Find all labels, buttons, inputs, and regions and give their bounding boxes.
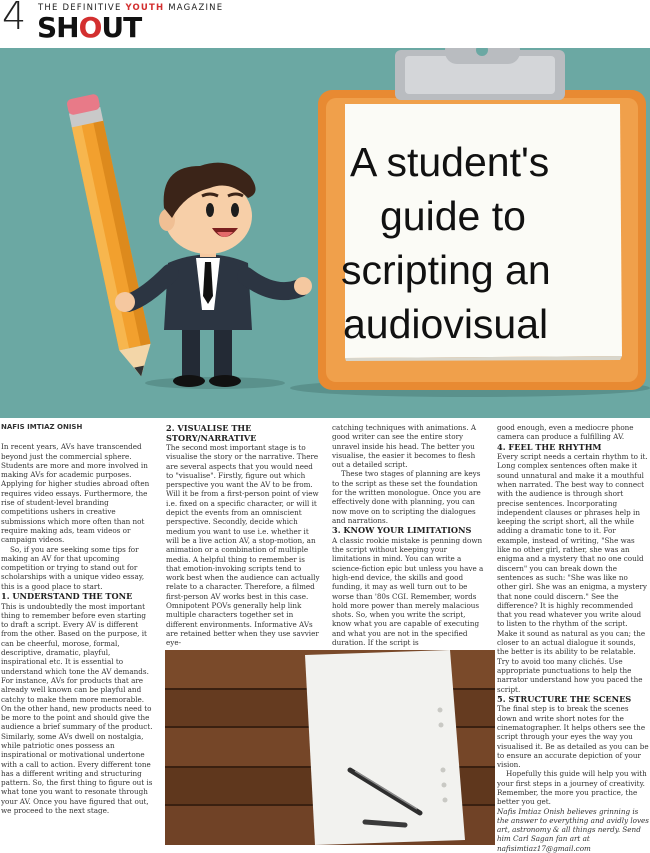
paragraph: This is undoubtedly the most important thing to remember before even starting to draft a script. Every AV is different from the other. Based on the purpose, it can be cheerful, morose, formal, descriptive, dramatic, playful, inspirational etc. It is essential to understand which tone the AV demands. For instance, AVs for products that are already well known can be playful and catchy to make them more memorable. On the other hand, new products need to be more to the point and should give the audience a brief summary of the product. Similarly, some AVs dwell on nostalgia, while patriotic ones possess an inspirational or motivational undertone with a call to action. Every different tone has a different writing and structuring pattern. So, the first thing to figure out is what tone you want to resonate through your AV. Once you have figured that out, we proceed to the next stage. [1,601,153,816]
paragraph: These two stages of planning are keys to the script as these set the foundation for the written monologue. Once you are effectively done with planning, you can now move on to scripting the dialogues and narrations. [332,469,481,525]
article-column-4 [497,423,649,853]
hero-title-line-3: scripting an [341,247,551,293]
paragraph: good enough, even a mediocre phone camera can produce a fulfilling AV. [497,423,634,442]
hero-title-line-4: audiovisual [343,301,549,347]
hero-title-line-1: A student's [350,139,550,185]
author-bio: Nafis Imtiaz Onish believes grinning is the answer to everything and avidly loves art, astronomy & all things nerdy. Send him Carl Sagan fan art at nafisimtiaz17@gmail.com [497,806,649,853]
page-number: 4 [2,0,27,38]
author-byline: NAFIS IMTIAZ ONISH [1,423,83,431]
article-column-2 [166,423,321,648]
hero-artwork [0,48,650,418]
article-column-1 [1,423,153,815]
hero-illustration [0,48,650,418]
section-heading: 2. VISUALISE THE STORY/NARRATIVE [166,423,257,443]
paragraph: In recent years, AVs have transcended beyond just the commercial sphere. Students are more and more involved in making AVs for academic purposes. Applying for higher studies abroad often requires video essays. Furthermore, the rise of student-level branding competitions ushers in creative submissions which more often than not require making ads, team videos or campaign videos. [1,442,150,545]
masthead [0,0,650,48]
paragraph: The second most important stage is to visualise the story or the narrative. There are several aspects that you would need to "visualise". Firstly, figure out which perspective you want the AV to be from. Will it be from a first-person point of view i.e. fixed on a specific character, or will it depict the events from an omniscient perspective. Secondly, decide which medium you want to use i.e. whether it will be a live action AV, a stop-motion, an animation or a combination of multiple media. A helpful thing to remember is that emotion-invoking scripts tend to work best when the audience can actually relate to a character. Therefore, a filmed first-person AV works best in this case. Omnipotent POVs generally help link multiple characters together set in different environments. Informative AVs are retained better when they use savvier eye- [166,443,320,648]
notebook-paper [305,650,465,845]
paragraph: Every script needs a certain rhythm to it. Long complex sentences often make it sound unnatural and make it a mouthful when narrated. The best way to connect with the audience is through short precise sentences. Incorporating independent clauses or phrases help in keeping the script short, all the while adding a dramatic tone to it. For example, instead of writing, "She was like no other girl, rather, she was an enigma and a mystery that no one could discern" you can break down the sentences as such: "She was like no other girl. She was an enigma, a mystery that none could discern." See the difference? It is highly recommended that you read whatever you write aloud to listen to the rhythm of the script. Make it sound as natural as you can; the closer to an actual dialogue it sounds, the better is its ability to be relatable. Try to avoid too many clichés. Use appropriate punctuations to help the narrator understand how you paced the script. [497,452,648,694]
paragraph: Hopefully this guide will help you with your first steps in a journey of creativity. Remember, the more you practice, the better you get. [497,769,647,807]
section-heading: 3. KNOW YOUR LIMITATIONS [332,525,472,536]
desk-photo [165,650,495,845]
magazine-tagline: THE DEFINITIVE YOUTH MAGAZINE [38,3,224,13]
paragraph: catching techniques with animations. A good writer can see the entire story unravel inside his head. The better you visualise, the easier it becomes to flesh out a detailed script. [332,423,477,470]
hero-title-line-2: guide to [380,193,526,239]
article-column-3 [332,423,487,647]
pencil-icon [66,93,157,379]
paragraph: So, if you are seeking some tips for making an AV for that upcoming competition or trying to stand out for scholarships with a unique video essay, this is a good place to start. [1,544,145,591]
brand-logo: SHOUT [37,11,142,44]
section-heading: 1. UNDERSTAND THE TONE [1,591,133,602]
section-heading: 5. STRUCTURE THE SCENES [497,693,632,704]
paragraph: A classic rookie mistake is penning down the script without keeping your limitations in mind. You can write a science-fiction epic but unless you have a high-end device, the skills and good funding, it may as well turn out to be worse than '80s CGI. Remember, words hold more power than merely malacious shots. So, when you write the script, know what you are capable of executing and what you are not in the specified duration. If the script is [332,535,484,648]
desk-photo-art [165,650,495,845]
section-heading: 4. FEEL THE RHYTHM [497,441,602,452]
paragraph: The final step is to break the scenes down and write short notes for the cinematographer. It helps others see the script through your eyes the way you visualised it. Be as detailed as you can be to ensure an accurate depiction of your vision. [497,704,649,770]
